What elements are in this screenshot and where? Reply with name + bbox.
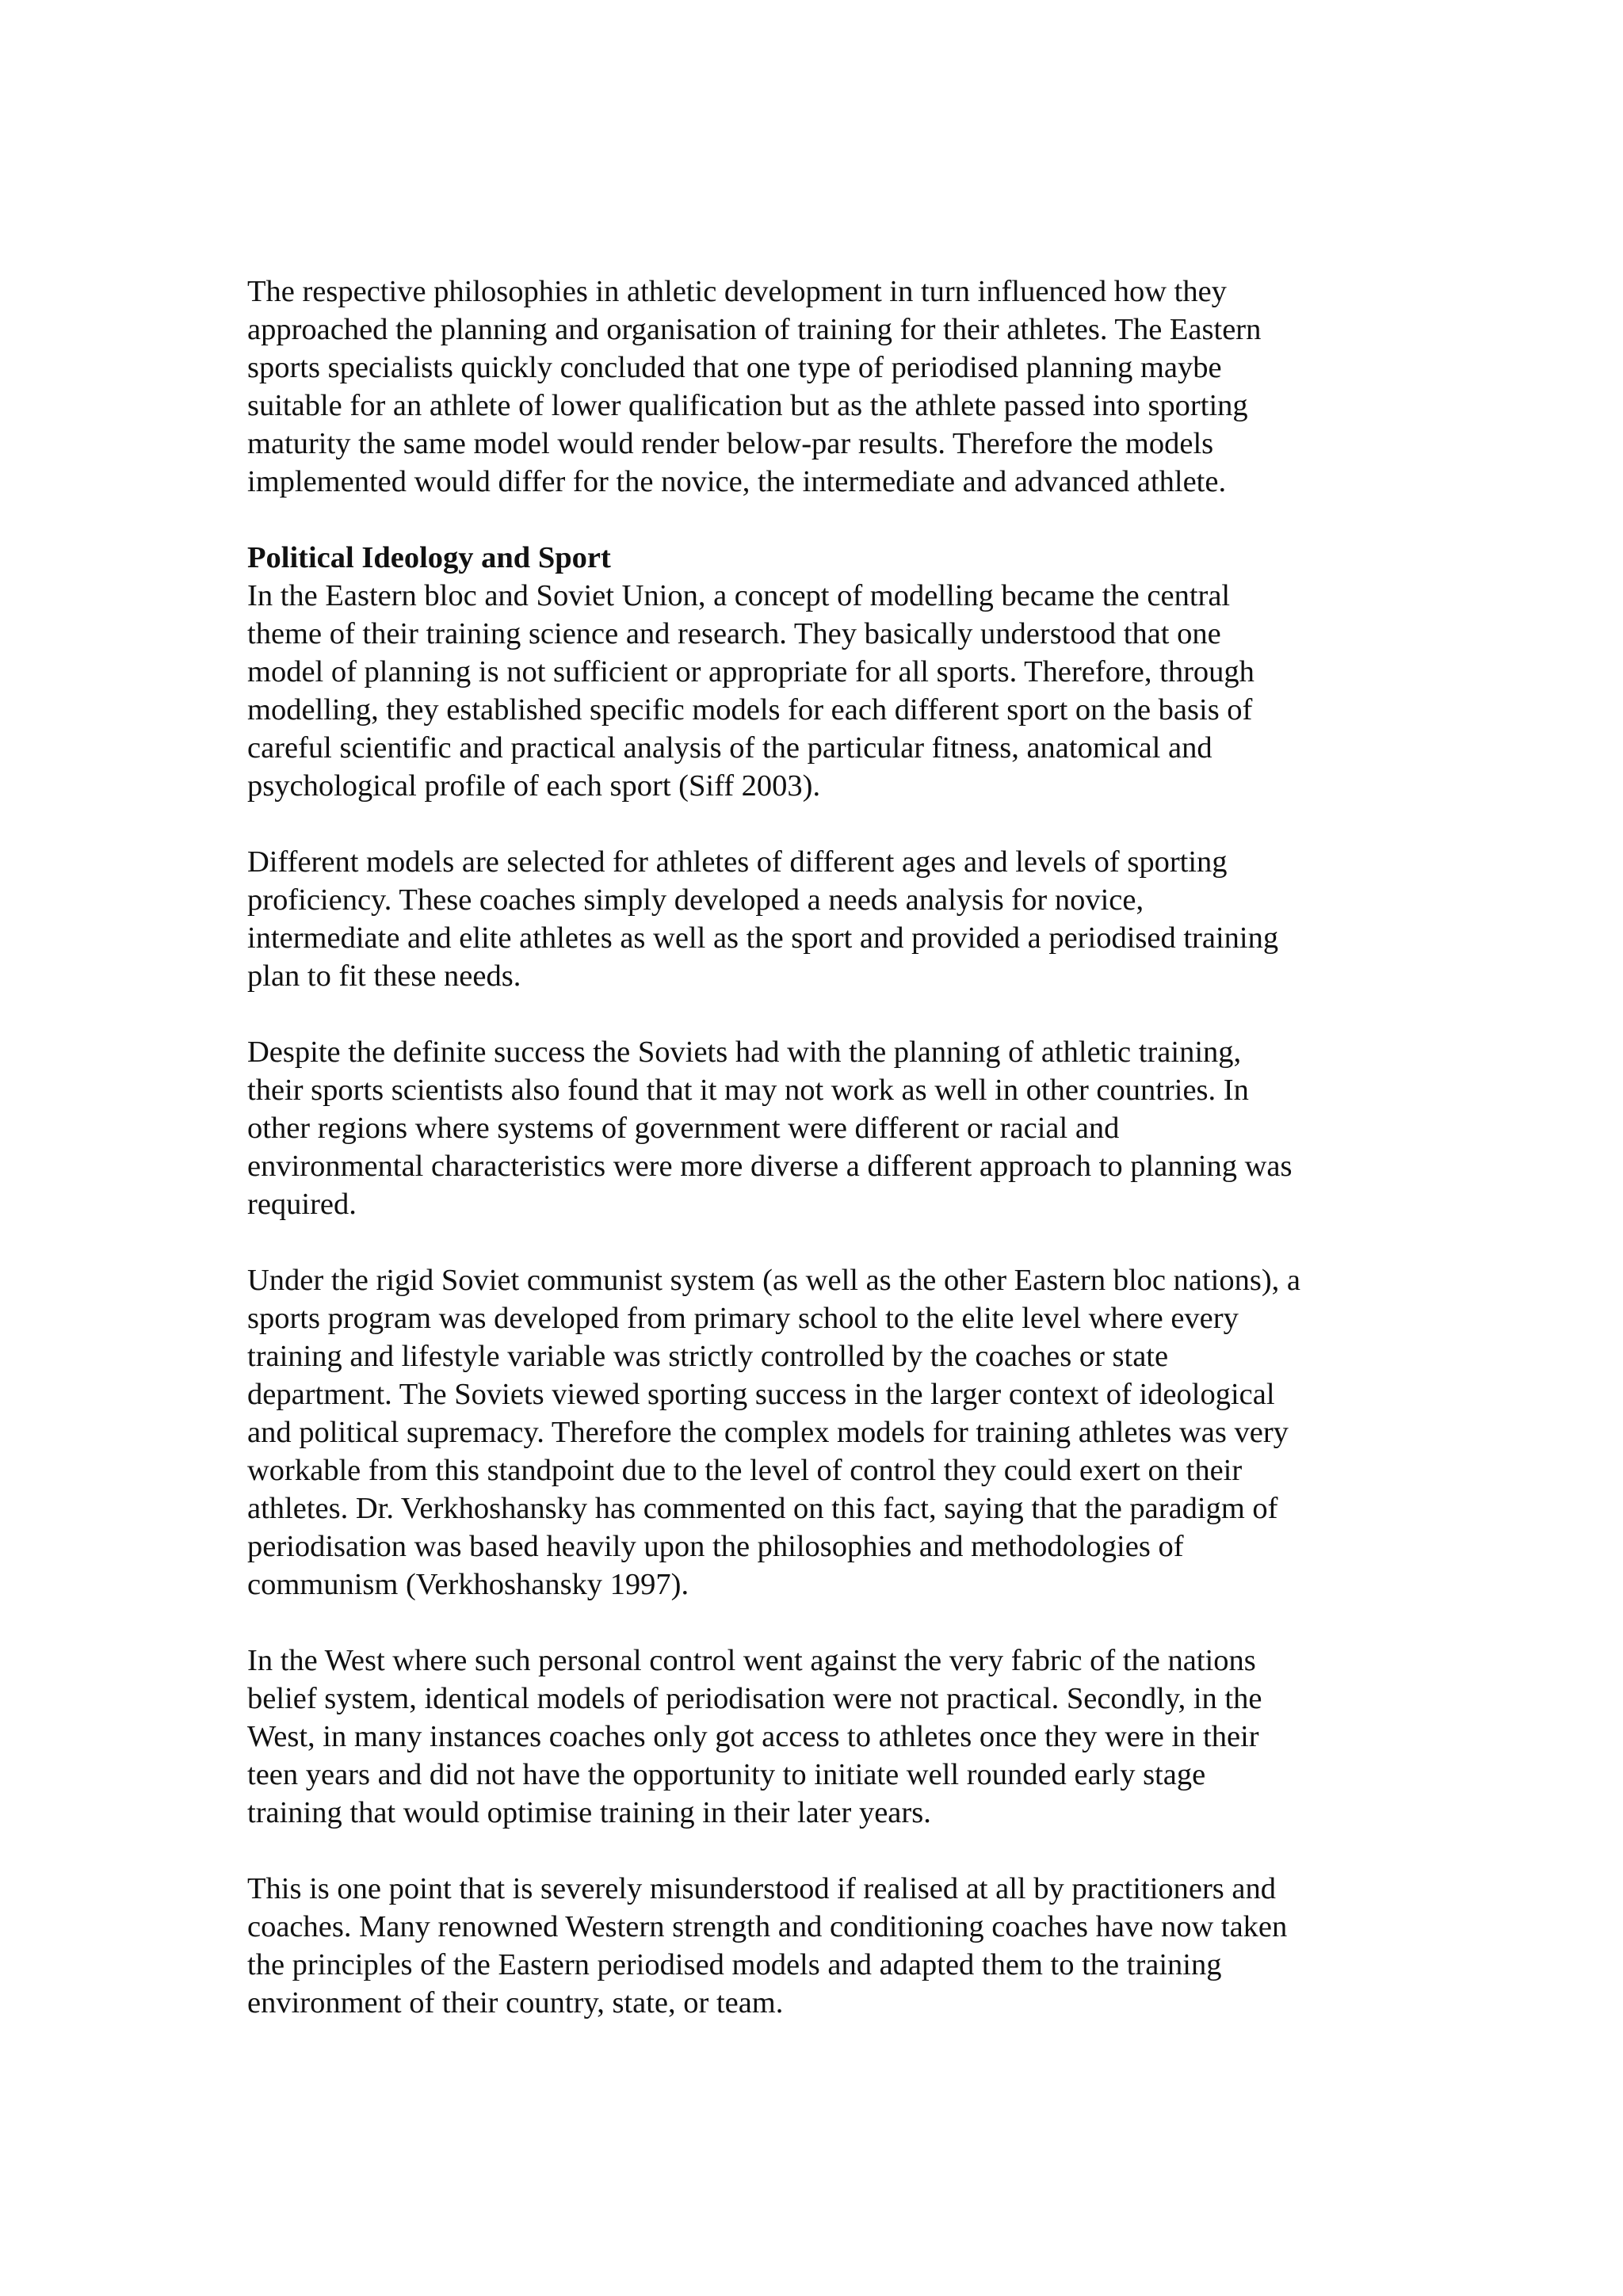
paragraph-7: This is one point that is severely misunderstood if realised at all by practitioners and coaches. Many renowned Western strength and conditioning coaches have now taken the principles of the Eastern periodised models and adapted them to the training environment of their country, state, or team. bbox=[247, 1872, 1288, 2019]
document-body bbox=[247, 273, 1404, 2022]
paragraph-6: In the West where such personal control went against the very fabric of the nations belief system, identical models of periodisation were not practical. Secondly, in the West, in many instances coaches only got access to athletes once they were in their teen years and did not have the opportunity to initiate well rounded early stage training that would optimise training in their later years. bbox=[247, 1644, 1262, 1829]
paragraph-5: Under the rigid Soviet communist system (as well as the other Eastern bloc nations), a sports program was developed from primary school to the elite level where every training and lifestyle variable was strictly controlled by the coaches or state department. The Soviets viewed sporting success in the larger context of ideological and political supremacy. Therefore the complex models for training athletes was very workable from this standpoint due to the level of control they could exert on their athletes. Dr. Verkhoshansky has commented on this fact, saying that the paradigm of periodisation was based heavily upon the philosophies and methodologies of communism (Verkhoshansky 1997). bbox=[247, 1264, 1301, 1601]
paragraph-1: The respective philosophies in athletic development in turn influenced how they approached the planning and organisation of training for their athletes. The Eastern sports specialists quickly concluded that one type of periodised planning maybe suitable for an athlete of lower qualification but as the athlete passed into sporting maturity the same model would render below-par results. Therefore the models implemented would differ for the novice, the intermediate and advanced athlete. bbox=[247, 275, 1262, 498]
paragraph-3: Different models are selected for athletes of different ages and levels of sporting proficiency. These coaches simply developed a needs analysis for novice, intermediate and elite athletes as well as the sport and provided a periodised training plan to fit these needs. bbox=[247, 845, 1279, 993]
section-heading: Political Ideology and Sport bbox=[247, 541, 611, 574]
paragraph-4: Despite the definite success the Soviets had with the planning of athletic training, their sports scientists also found that it may not work as well in other countries. In other regions where systems of government were different or racial and environmental characteristics were more diverse a different approach to planning was required. bbox=[247, 1035, 1293, 1221]
paragraph-2: In the Eastern bloc and Soviet Union, a concept of modelling became the central theme of their training science and research. They basically understood that one model of planning is not sufficient or appropriate for all sports. Therefore, through modelling, they established specific models for each different sport on the basis of careful scientific and practical analysis of the particular fitness, anatomical and psychological profile of each sport (Siff 2003). bbox=[247, 579, 1254, 803]
